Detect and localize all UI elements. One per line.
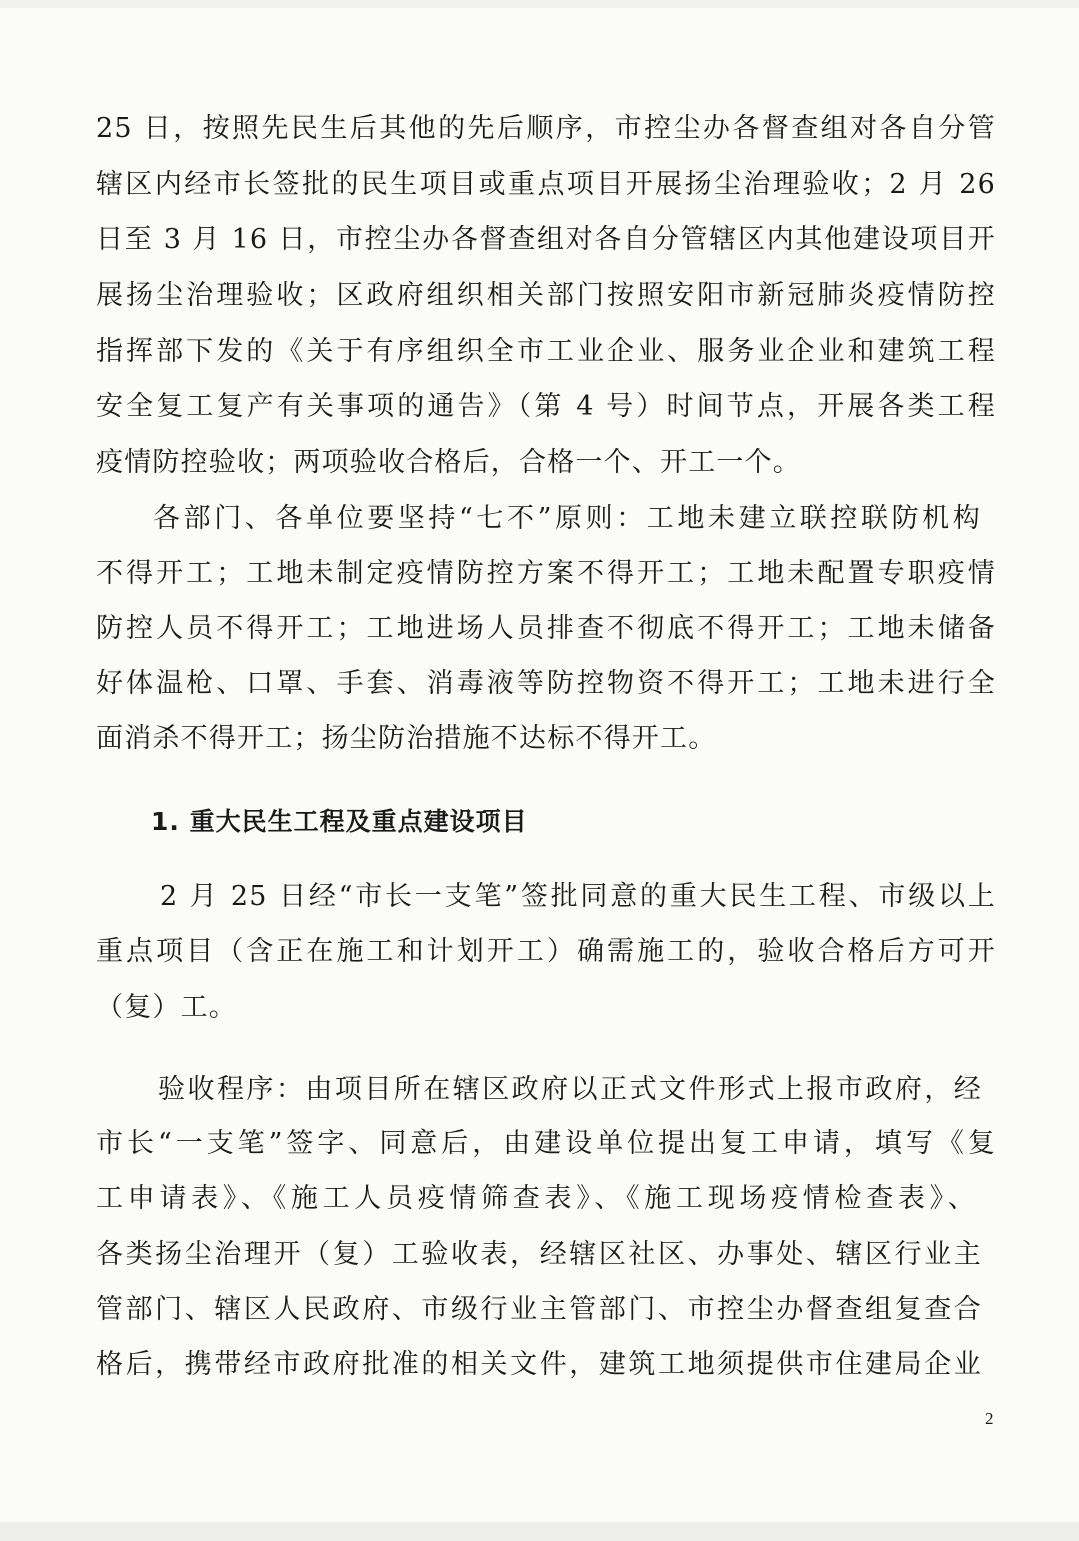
paragraph-line: 各类扬尘治理开（复）工验收表，经辖区社区、办事处、辖区行业主: [96, 1239, 982, 1270]
paragraph-line: 25 日，按照先民生后其他的先后顺序，市控尘办各督查组对各自分管: [96, 113, 996, 144]
paragraph-line: 疫情防控验收；两项验收合格后，合格一个、开工一个。: [96, 447, 801, 478]
scan-bottom-edge: [0, 1522, 1079, 1541]
paragraph-line: 防控人员不得开工；工地进场人员排查不彻底不得开工；工地未储备: [96, 613, 996, 644]
paragraph-line: （复）工。: [96, 992, 237, 1023]
paragraph-line: 面消杀不得开工；扬尘防治措施不达标不得开工。: [96, 723, 717, 754]
paragraph-line: 指挥部下发的《关于有序组织全市工业企业、服务业企业和建筑工程: [96, 336, 996, 367]
paragraph-line: 工申请表》、《施工人员疫情筛查表》、《施工现场疫情检查表》、: [96, 1183, 976, 1214]
paragraph-line: 展扬尘治理验收；区政府组织相关部门按照安阳市新冠肺炎疫情防控: [96, 280, 996, 311]
paragraph-line: 格后，携带经市政府批准的相关文件，建筑工地须提供市住建局企业: [96, 1349, 982, 1380]
paragraph-line: 好体温枪、口罩、手套、消毒液等防控物资不得开工；工地未进行全: [96, 668, 996, 699]
paragraph-line: 日至 3 月 16 日，市控尘办各督查组对各自分管辖区内其他建设项目开: [96, 224, 996, 255]
paragraph-line: 各部门、各单位要坚持“七不”原则：工地未建立联控联防机构: [153, 503, 981, 534]
paragraph-line: 市长“一支笔”签字、同意后，由建设单位提出复工申请，填写《复: [96, 1128, 996, 1159]
paragraph-line: 重点项目（含正在施工和计划开工）确需施工的，验收合格后方可开: [96, 936, 996, 967]
section-heading: 1. 重大民生工程及重点建设项目: [151, 807, 528, 836]
page-number: 2: [985, 1409, 994, 1428]
scan-top-edge: [0, 0, 1079, 8]
paragraph-line: 管部门、辖区人民政府、市级行业主管部门、市控尘办督查组复查合: [96, 1294, 982, 1325]
paragraph-line: 2 月 25 日经“市长一支笔”签批同意的重大民生工程、市级以上: [160, 881, 996, 912]
paragraph-line: 验收程序：由项目所在辖区政府以正式文件形式上报市政府，经: [158, 1074, 982, 1105]
paragraph-line: 安全复工复产有关事项的通告》（第 4 号）时间节点，开展各类工程: [96, 391, 996, 422]
paragraph-line: 不得开工；工地未制定疫情防控方案不得开工；工地未配置专职疫情: [96, 558, 996, 589]
paragraph-line: 辖区内经市长签批的民生项目或重点项目开展扬尘治理验收；2 月 26: [96, 169, 996, 200]
